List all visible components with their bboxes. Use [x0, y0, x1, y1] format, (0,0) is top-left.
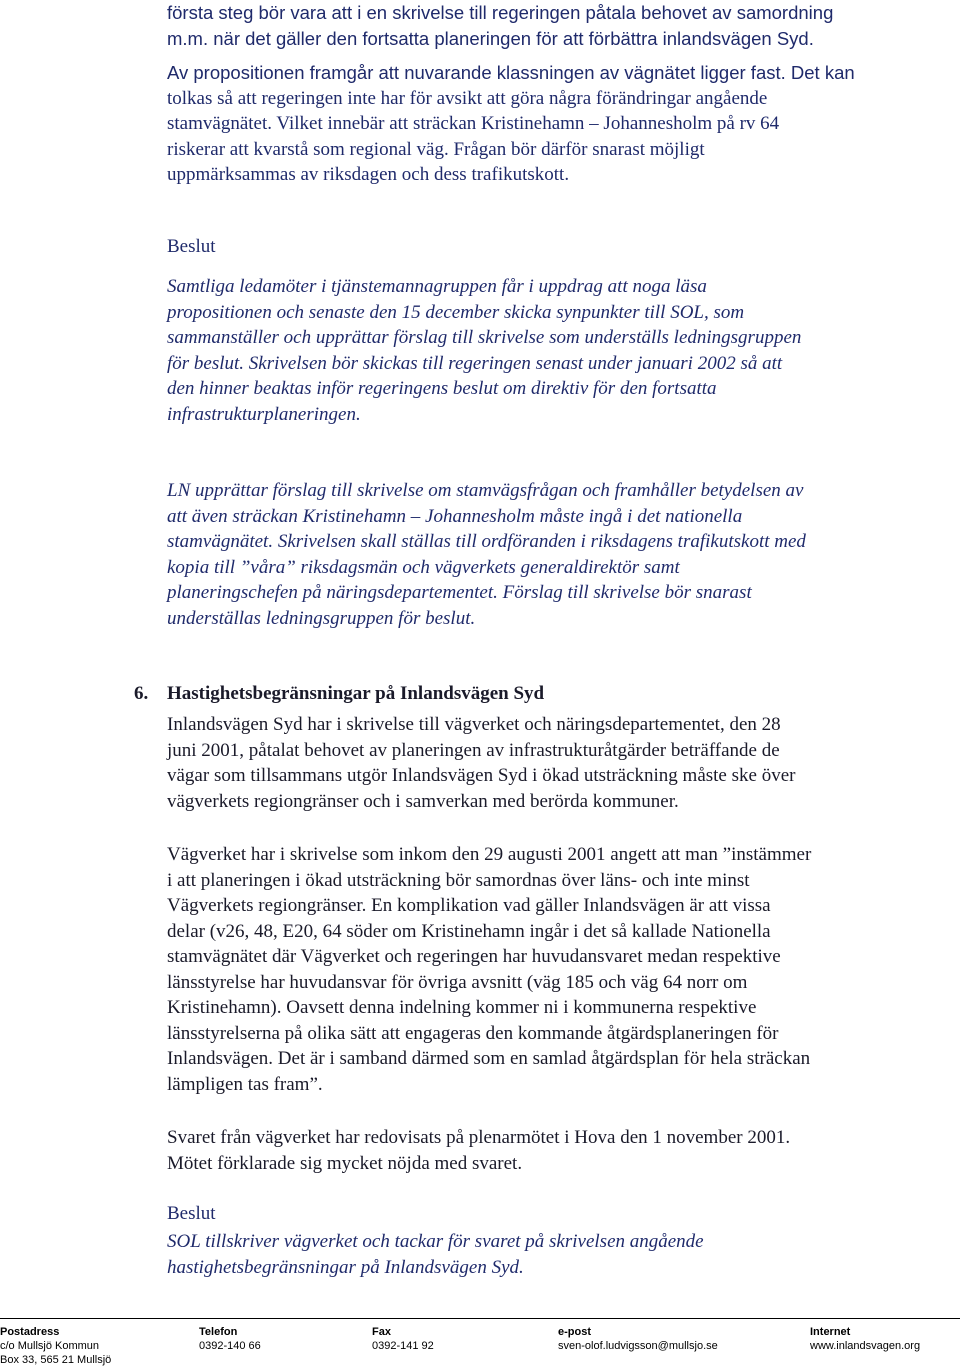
footer-value: 0392-140 66 — [199, 1340, 261, 1352]
text-line: propositionen och senaste den 15 december skicka synpunkter till SOL, som — [167, 301, 745, 323]
text-line: SOL tillskriver vägverket och tackar för svaret på skrivelsen angående — [167, 1231, 704, 1252]
footer-website-link[interactable]: www.inlandsvagen.org — [810, 1340, 921, 1352]
text-line: stamvägnätet. Vilket innebär att sträckan Kristinehamn – Johannesholm på rv 64 — [167, 113, 780, 134]
text-line: stamvägnätet. Skrivelsen skall ställas till ordföranden i riksdagens trafikutskott med — [167, 531, 806, 552]
footer-label: Fax — [372, 1326, 391, 1338]
text-line: Inlandsvägen Syd har i skrivelse till vägverket och näringsdepartementet, den 28 — [167, 714, 781, 735]
text-line: att även sträckan Kristinehamn – Johannesholm måste ingå i det nationella — [167, 505, 743, 527]
text-line: juni 2001, påtalat behovet av planeringen av infrastrukturåtgärder beträffande de — [167, 739, 780, 761]
text-line: Vägverkets regiongränser. En komplikation vad gäller Inlandsvägen är att vissa — [167, 895, 771, 916]
text-line: riskerar att kvarstå som regional väg. Frågan bör därför snarast möjligt — [167, 138, 705, 160]
text-line: infrastrukturplaneringen. — [167, 403, 361, 425]
section-6-paragraph-3 — [167, 1125, 937, 1176]
footer-email[interactable]: sven-olof.ludvigsson@mullsjo.se — [558, 1340, 718, 1352]
text-line: i att planeringen i ökad utsträckning bör samordnas över läns- och inte minst — [167, 869, 750, 891]
beslut-paragraph-1 — [167, 274, 937, 427]
footer-label: Internet — [810, 1326, 851, 1338]
text-line: planeringschefen på näringsdepartementet. Förslag till skrivelse bör snarast — [167, 582, 752, 603]
text-line: stamvägnätet där Vägverket och regeringen har huvudansvaret medan respektive — [167, 946, 781, 967]
footer-value: Box 33, 565 21 Mullsjö — [0, 1354, 112, 1366]
proposition-paragraph — [167, 60, 937, 188]
footer-telefon — [199, 1325, 261, 1353]
text-line: länsstyrelse har huvudansvar för övriga avsnitt (väg 185 och väg 64 norr om — [167, 971, 748, 993]
section-6-paragraph-2 — [167, 842, 937, 1097]
text-line: kopia till ”våra” riksdagsmän och vägverkets generaldirektör samt — [167, 556, 680, 578]
text-line: Vägverket har i skrivelse som inkom den 29 augusti 2001 angett att man ”instämmer — [167, 844, 812, 865]
text-line: Svaret från vägverket har redovisats på plenarmötet i Hova den 1 november 2001. — [167, 1127, 791, 1148]
text-line: vägar som tillsammans utgör Inlandsvägen Syd i ökad utsträckning måste ske över — [167, 765, 796, 786]
footer-value: c/o Mullsjö Kommun — [0, 1340, 100, 1352]
beslut-heading: Beslut — [167, 236, 216, 257]
text-line: sammanställer och upprättar förslag till skrivelse som underställs ledningsgruppen — [167, 327, 802, 348]
footer-divider — [0, 1318, 960, 1319]
footer-internet — [810, 1325, 920, 1353]
text-line: Mötet förklarade sig mycket nöjda med svaret. — [167, 1152, 523, 1174]
footer-epost — [558, 1325, 718, 1353]
intro-continuation — [167, 0, 937, 51]
section-number: 6. — [134, 683, 149, 704]
beslut-paragraph-2 — [167, 478, 937, 631]
text-line: för beslut. Skrivelsen bör skickas till regeringen senast under januari 2002 så att — [167, 352, 783, 374]
text-line: underställas ledningsgruppen för beslut. — [167, 607, 476, 629]
text-line: länsstyrelserna på olika sätt att engageras den kommande åtgärdsplaneringen för — [167, 1022, 779, 1044]
text-line: den hinner beaktas inför regeringens beslut om direktiv för den fortsatta — [167, 378, 717, 399]
text-line: Kristinehamn). Oavsett denna indelning kommer ni i kommunerna respektive — [167, 997, 757, 1018]
text-line: Inlandsvägen. Det är i samband därmed som en samlad åtgärdsplan för hela sträckan — [167, 1048, 811, 1069]
section-6-paragraph-1 — [167, 712, 937, 814]
text-line: hastighetsbegränsningar på Inlandsvägen Syd. — [167, 1256, 524, 1278]
text-line: vägverkets regiongränser och i samverkan med berörda kommuner. — [167, 790, 679, 812]
section-6-beslut-text — [167, 1229, 937, 1280]
footer-label: Postadress — [0, 1326, 60, 1338]
section-title: Hastighetsbegränsningar på Inlandsvägen Syd — [167, 683, 545, 704]
text-line: LN upprättar förslag till skrivelse om stamvägsfrågan och framhåller betydelsen av — [167, 480, 804, 501]
text-line: Samtliga ledamöter i tjänstemannagruppen får i uppdrag att noga läsa — [167, 276, 707, 297]
footer-postadress — [0, 1325, 111, 1367]
footer-fax — [372, 1325, 434, 1353]
text-line: tolkas så att regeringen inte har för avsikt att göra några förändringar angående — [167, 87, 768, 109]
text-line: uppmärksammas av riksdagen och dess trafikutskott. — [167, 164, 570, 185]
text-line: m.m. när det gäller den fortsatta planeringen för att förbättra inlandsvägen Syd. — [167, 27, 814, 49]
text-line: delar (v26, 48, E20, 64 söder om Kristinehamn ingår i det så kallade Nationella — [167, 920, 771, 942]
text-line: lämpligen tas fram”. — [167, 1073, 323, 1095]
footer-value: 0392-141 92 — [372, 1340, 434, 1352]
text-line: Av propositionen framgår att nuvarande klassningen av vägnätet ligger fast. Det kan — [167, 62, 855, 83]
footer-label: e-post — [558, 1326, 591, 1338]
beslut-heading: Beslut — [167, 1203, 216, 1224]
text-line: första steg bör vara att i en skrivelse till regeringen påtala behovet av samordning — [167, 2, 834, 23]
footer-label: Telefon — [199, 1326, 238, 1338]
